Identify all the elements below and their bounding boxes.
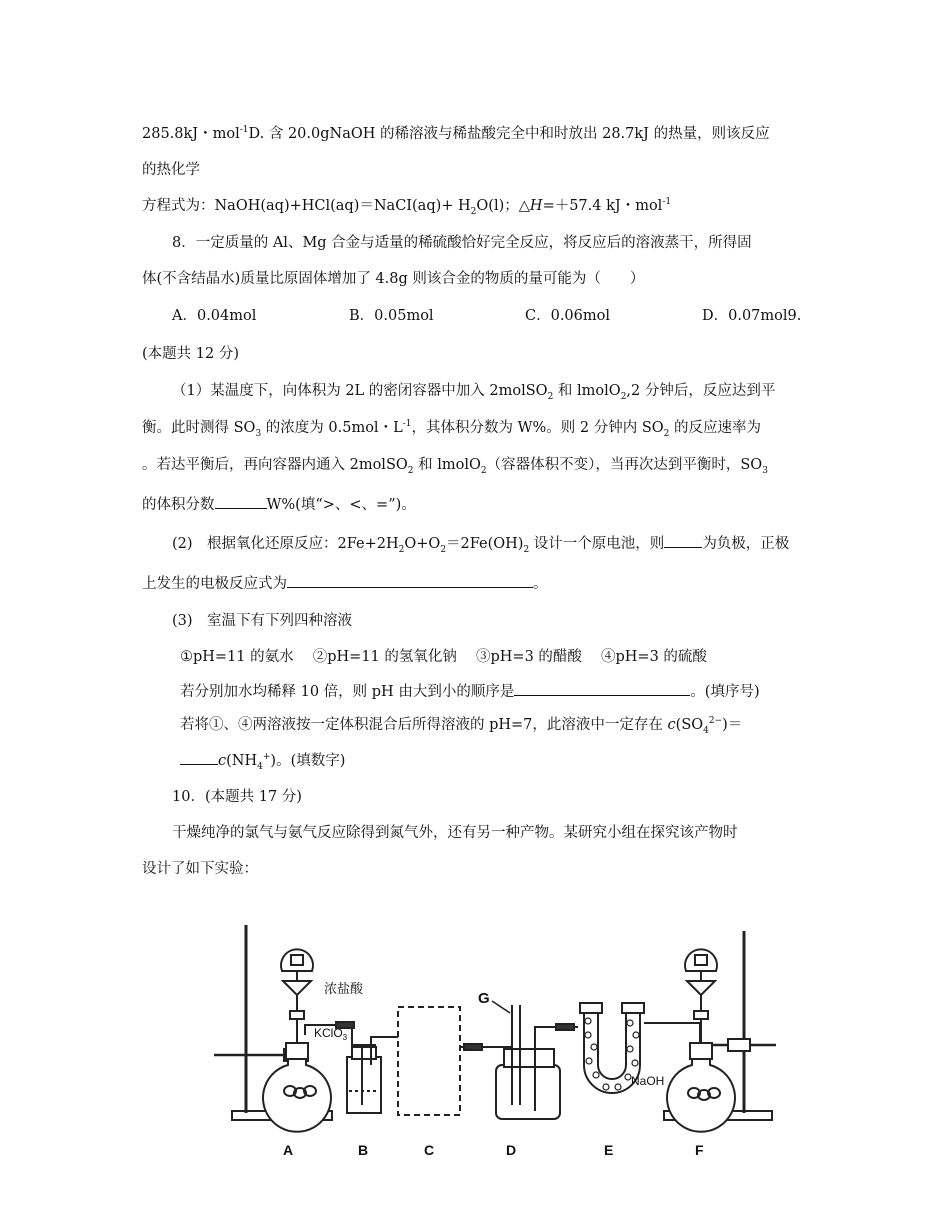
text-line-1: 285.8kJ・mol$^{-1}$D. 含 20.0gNaOH 的稀溶液与稀盐酸完全中和时放出 28.7kJ 的热量，则该反应 [142,125,770,142]
question-8-line-2: 体(不含结晶水)质量比原固体增加了 4.8g 则该合金的物质的量可能为（ ） [142,271,645,287]
question-10-line-1: 干燥纯净的氯气与氨气反应除得到氮气外，还有另一种产物。某研究小组在探究该产物时 [172,825,738,841]
label-g: G [478,990,490,1007]
apparatus-d [490,1001,578,1119]
question-9-header: (本题共 12 分) [142,346,239,362]
question-10-header: 10．(本题共 17 分) [172,789,302,805]
question-9-1-line-3: 。若达平衡后，再向容器内通入 2molSO$_2$ 和 lmolO$_2$（容器体积不变），当再次达到平衡时，$SO_3$ [142,457,768,476]
question-8-line-1: 8．一定质量的 Al、Mg 合金与适量的稀硫酸恰好完全反应，将反应后的溶液蒸干，所得固 [172,235,752,251]
apparatus-diagram [0,915,950,1175]
label-conc-hcl: 浓盐酸 [324,981,364,996]
question-9-1-line-1: （1）某温度下，向体积为 2L 的密闭容器中加入 2molSO$_2$ 和 lmolO$_2$,2 分钟后，反应达到平 [172,383,776,402]
text-line-2: 的热化学 [142,162,200,178]
label-e: E [604,1142,614,1158]
label-naoh: NaOH [631,1074,665,1088]
label-kclo3: KClO$_3$ [314,1026,348,1042]
question-9-2-line-1: (2) 根据氧化还原反应：$2Fe+2H_2O+O_2=2Fe(OH)_2$ 设计一个原电池，则 为负极，正极 [172,533,789,554]
text-line-3: 方程式为：NaOH(aq)+HCl(aq)＝NaCI(aq)+ $H_2O(l)$；△H=＋57.4 kJ・mol$^{-1}$ [142,197,672,217]
apparatus-f [664,931,776,1132]
answer-blank[interactable] [664,533,702,548]
label-f: F [695,1142,704,1158]
answer-blank[interactable] [215,494,267,509]
option-c: C．0.06mol [525,308,610,324]
question-9-3-line-2: ①pH=11 的氨水 ②pH=11 的氢氧化钠 ③pH=3 的醋酸 ④pH=3 的硫酸 [180,649,707,665]
question-9-3-line-5: $c(NH_4^+)$。(填数字) [180,750,345,771]
question-9-1-line-4: 的体积分数 W%(填“>、<、=”)。 [142,494,416,515]
apparatus-c [398,1007,490,1115]
option-d: D．0.07mol9. [702,308,802,324]
label-d: D [506,1142,517,1158]
answer-blank[interactable] [514,681,690,696]
question-10-line-2: 设计了如下实验： [142,861,258,877]
answer-blank[interactable] [180,750,218,765]
answer-blank[interactable] [287,573,533,588]
label-c: C [424,1142,435,1158]
question-9-2-line-2: 上发生的电极反应式为 。 [142,573,548,594]
label-a: A [283,1142,294,1158]
option-a: A．0.04mol [172,308,257,324]
question-9-3-line-4: 若将①、④两溶液按一定体积混合后所得溶液的 pH=7，此溶液中一定存在 $c(SO_4^{2-})=$ [180,716,743,736]
label-b: B [358,1142,369,1158]
apparatus-b [347,1037,398,1113]
option-b: B．0.05mol [349,308,434,324]
question-9-3-line-1: (3) 室温下有下列四种溶液 [172,613,353,629]
question-9-1-line-2: 衡。此时测得 $SO_3$ 的浓度为 0.5mol・$L^{-1}$，其体积分数为 W%。则 2 分钟内 $SO_2$ 的反应速率为 [142,419,761,439]
question-9-3-line-3: 若分别加水均稀释 10 倍，则 pH 由大到小的顺序是 。(填序号) [180,681,760,702]
